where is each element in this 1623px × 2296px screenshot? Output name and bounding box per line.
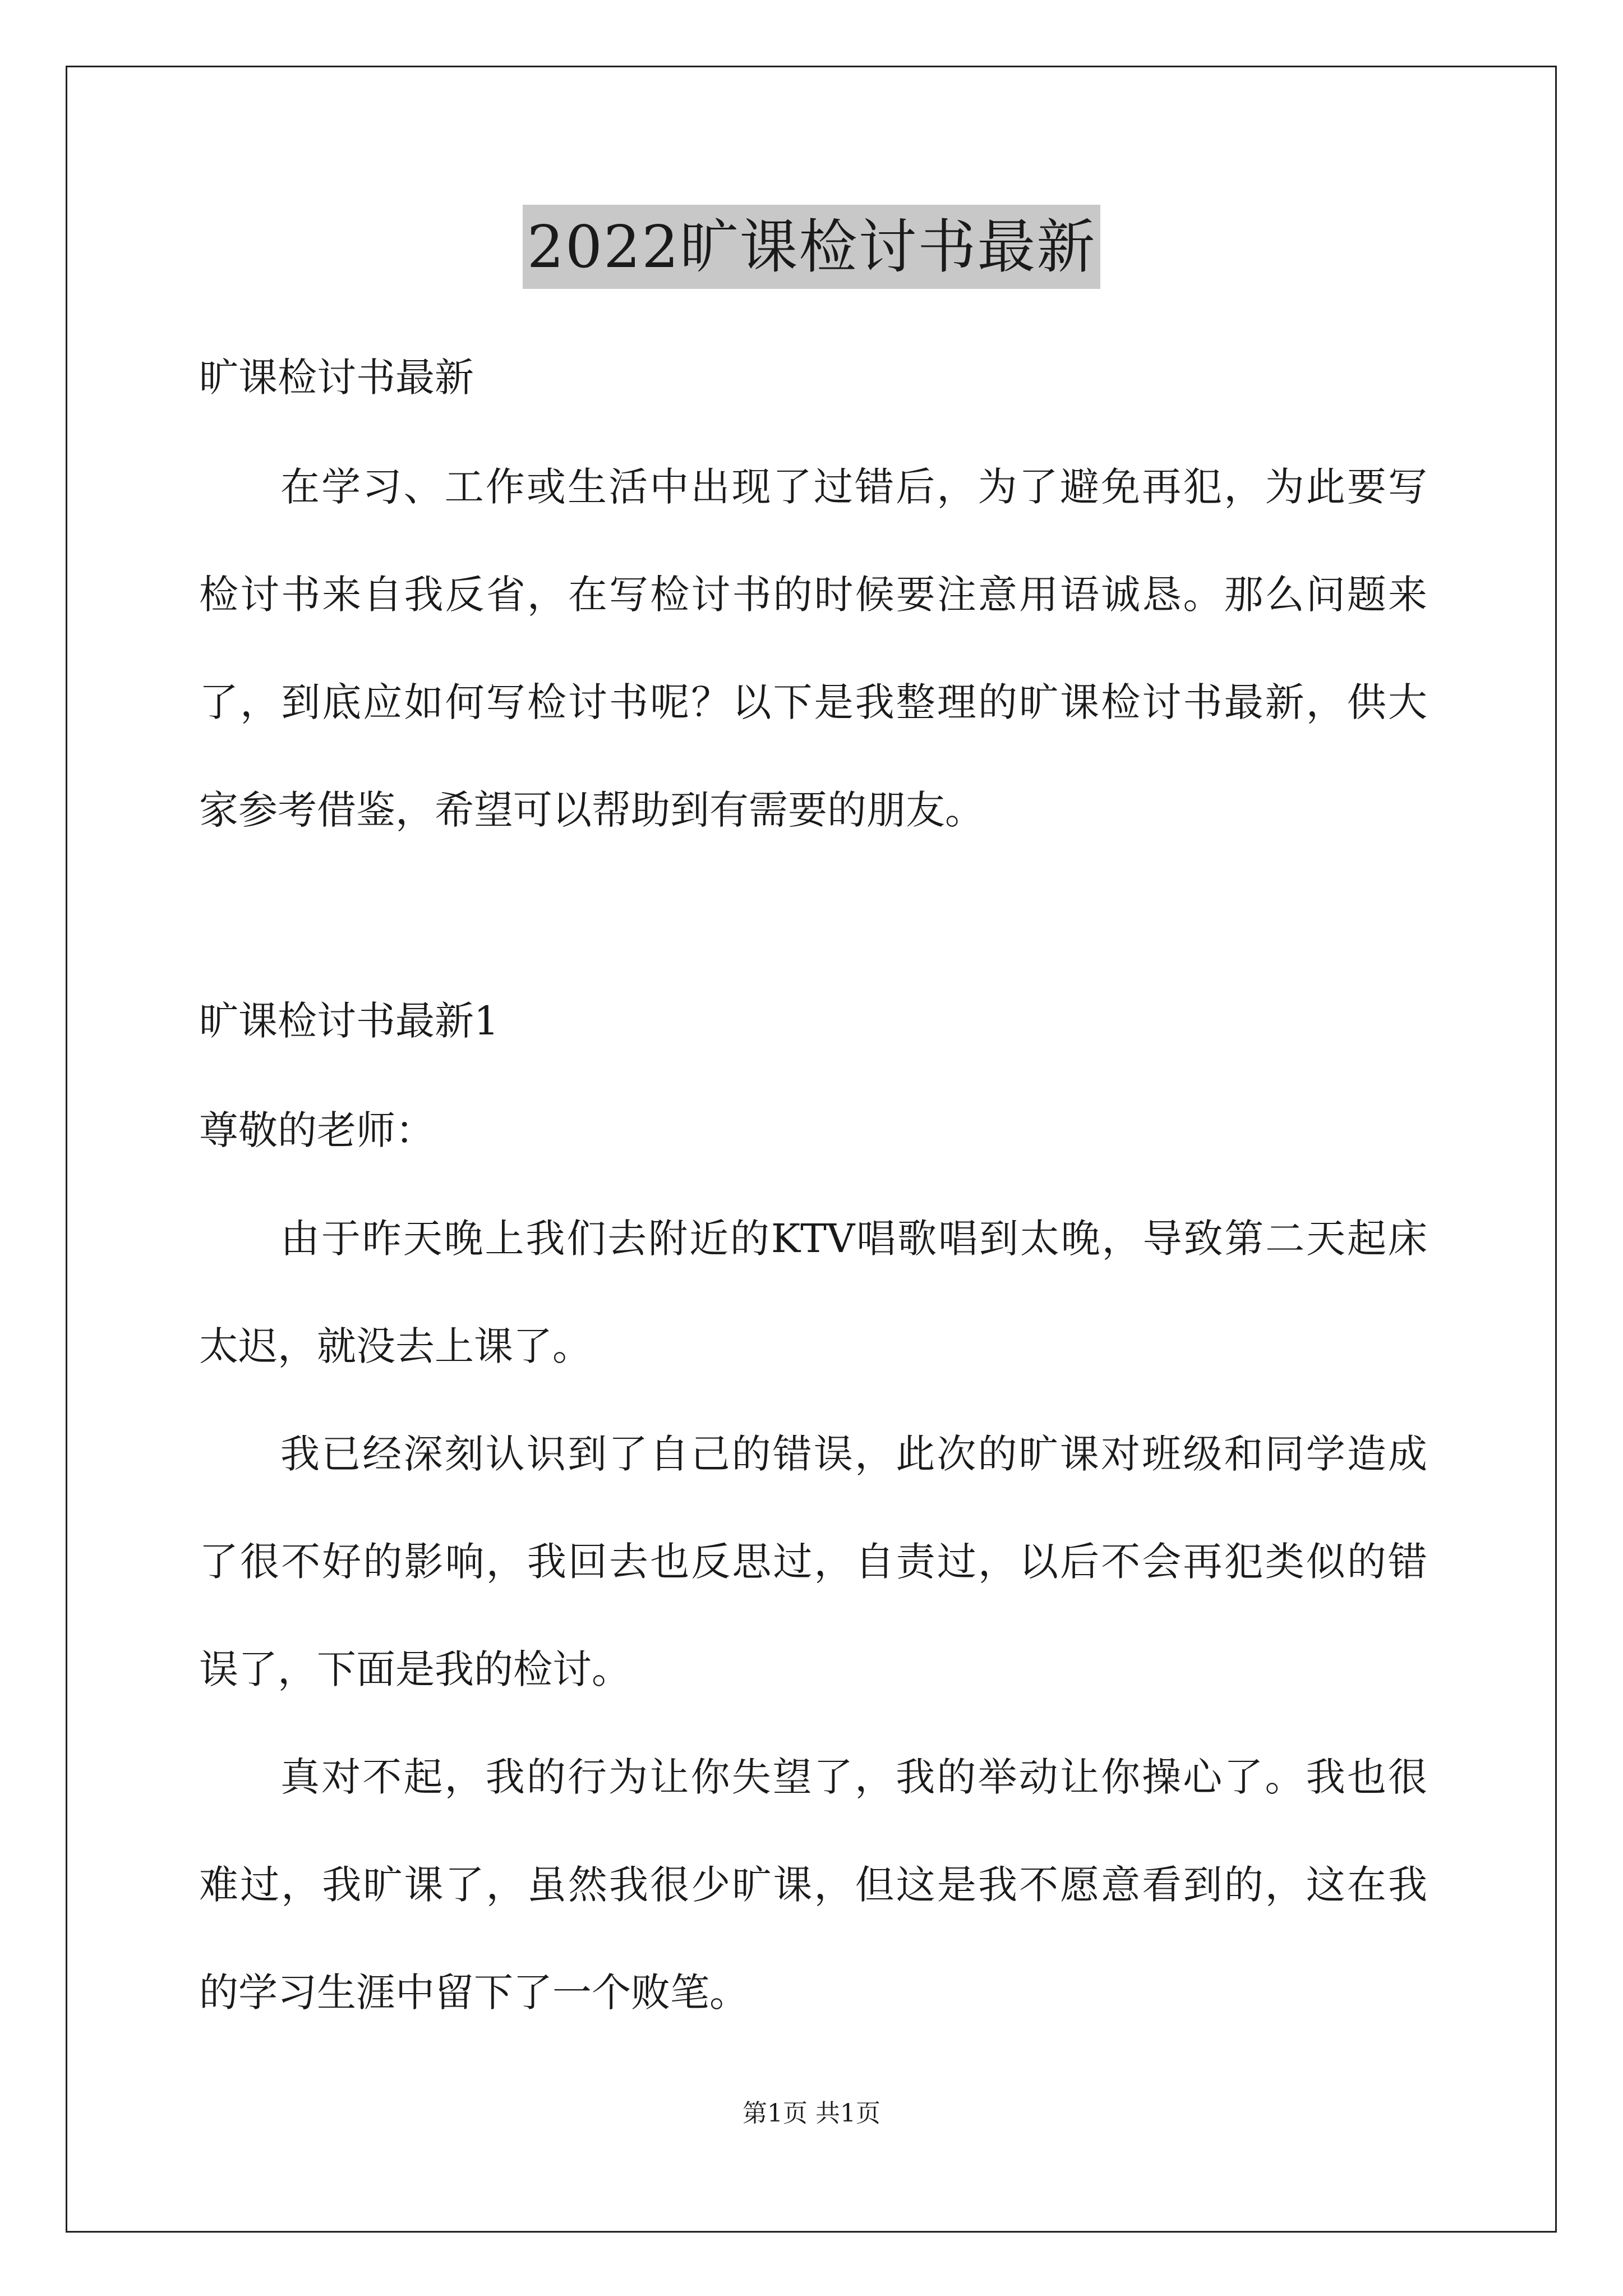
page-footer: 第1页 共1页 bbox=[743, 2099, 880, 2128]
paragraph-line: 了，到底应如何写检讨书呢？以下是我整理的旷课检讨书最新，供大 bbox=[199, 679, 1427, 725]
document-title: 2022旷课检讨书最新 bbox=[523, 205, 1101, 289]
section-heading: 旷课检讨书最新1 bbox=[199, 998, 499, 1044]
paragraph-line: 真对不起，我的行为让你失望了，我的举动让你操心了。我也很 bbox=[280, 1754, 1427, 1800]
salutation: 尊敬的老师： bbox=[199, 1107, 435, 1153]
subtitle-line: 旷课检讨书最新 bbox=[199, 355, 474, 401]
paragraph-line: 在学习、工作或生活中出现了过错后，为了避免再犯，为此要写 bbox=[280, 464, 1427, 510]
paragraph-line: 由于昨天晚上我们去附近的KTV唱歌唱到太晚，导致第二天起床 bbox=[280, 1216, 1427, 1262]
paragraph-line: 太迟，就没去上课了。 bbox=[199, 1323, 592, 1369]
paragraph-line: 难过，我旷课了，虽然我很少旷课，但这是我不愿意看到的，这在我 bbox=[199, 1862, 1427, 1908]
paragraph-line: 我已经深刻认识到了自己的错误，此次的旷课对班级和同学造成 bbox=[280, 1431, 1427, 1477]
paragraph-line: 家参考借鉴，希望可以帮助到有需要的朋友。 bbox=[199, 787, 984, 833]
paragraph-line: 的学习生涯中留下了一个败笔。 bbox=[199, 1970, 749, 2016]
paragraph-line: 了很不好的影响，我回去也反思过，自责过，以后不会再犯类似的错 bbox=[199, 1539, 1427, 1585]
title-wrapper bbox=[0, 205, 1623, 289]
paragraph-line: 检讨书来自我反省，在写检讨书的时候要注意用语诚恳。那么问题来 bbox=[199, 572, 1427, 618]
paragraph-line: 误了，下面是我的检讨。 bbox=[199, 1646, 631, 1692]
